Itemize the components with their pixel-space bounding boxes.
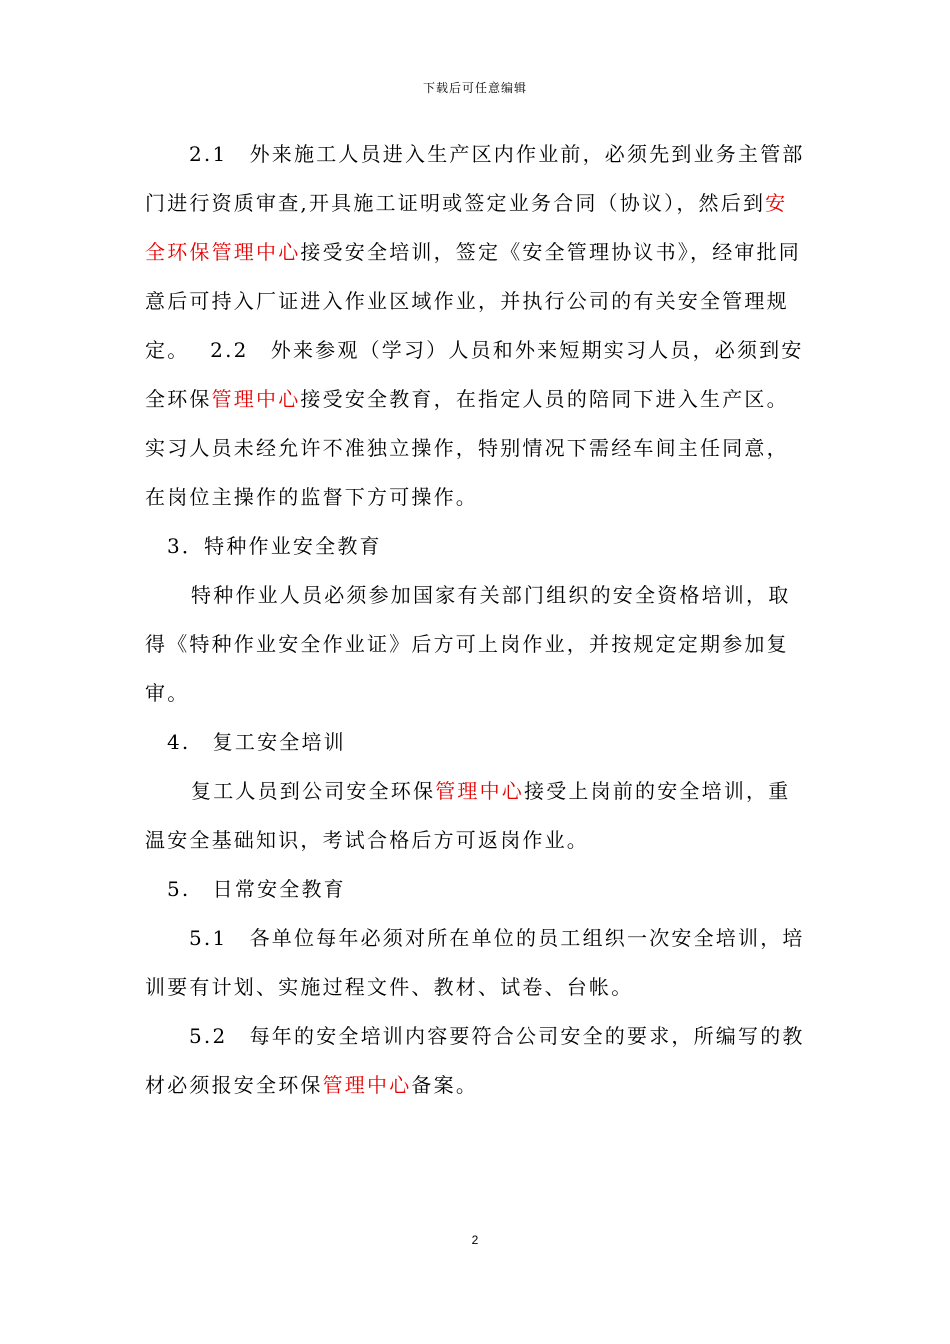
highlighted-department: 管理中心 xyxy=(435,779,525,803)
paragraph-5-1: 5.1 各单位每年必须对所在单位的员工组织一次安全培训，培训要有计划、实施过程文件、教材、试卷、台帐。 xyxy=(145,926,805,999)
paragraph-3: 特种作业人员必须参加国家有关部门组织的安全资格培训，取得《特种作业安全作业证》后方可上岗作业，并按规定定期参加复审。 xyxy=(145,583,791,705)
highlighted-department: 管理中心 xyxy=(322,1073,412,1097)
paragraph-text: 接受上岗前的安全培训，重温安全基础知识，考试合格后方可返岗作业。 xyxy=(145,779,791,852)
document-body xyxy=(145,130,805,1110)
paragraph-4 xyxy=(145,767,805,865)
section-heading-3: 3．特种作业安全教育 xyxy=(167,534,382,558)
paragraph-text: 2.1 外来施工人员进入生产区内作业前，必须先到业务主管部门进行资质审查,开具施工证明或签定业务合同（协议），然后到 xyxy=(145,142,805,215)
page-number: 2 xyxy=(471,1233,479,1247)
paragraph-text: 复工人员到公司安全环保 xyxy=(191,779,436,803)
section-heading-5: 5. 日常安全教育 xyxy=(167,877,346,901)
paragraph-5-2 xyxy=(145,1012,805,1110)
paragraph-2-1 xyxy=(145,130,805,522)
section-heading-4: 4. 复工安全培训 xyxy=(167,730,346,754)
page-header: 下载后可任意编辑 xyxy=(422,81,527,95)
highlighted-department: 安全环保管理中心 xyxy=(145,191,788,264)
paragraph-text: 5.2 每年的安全培训内容要符合公司安全的要求，所编写的教材必须报安全环保 xyxy=(145,1024,805,1097)
paragraph-text: 接受安全培训，签定《安全管理协议书》，经审批同意后可持入厂证进入作业区域作业，并执行公司的有关安全管理规定。 2.2 外来参观（学习）人员和外来短期实习人员，必须到安全环保 xyxy=(145,240,804,411)
highlighted-department: 管理中心 xyxy=(211,387,301,411)
paragraph-text: 备案。 xyxy=(411,1073,479,1097)
paragraph-text: 接受安全教育，在指定人员的陪同下进入生产区。实习人员未经允许不准独立操作，特别情况下需经车间主任同意，在岗位主操作的监督下方可操作。 xyxy=(145,387,789,509)
